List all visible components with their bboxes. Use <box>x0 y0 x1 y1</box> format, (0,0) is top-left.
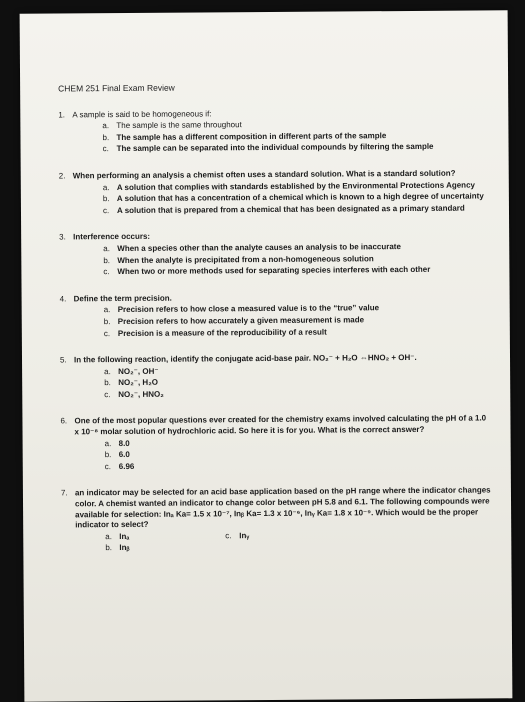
option-letter: c. <box>225 531 232 541</box>
option-letter: a. <box>102 121 110 131</box>
answer-options <box>104 364 490 400</box>
option-text: A solution that is prepared from a chemical that has been designated as a primary standard <box>116 203 465 215</box>
option-letter: b. <box>103 316 111 327</box>
option-c <box>103 203 489 216</box>
exam-paper-sheet <box>20 10 513 701</box>
option-letter: a. <box>102 182 110 192</box>
question-number: 3. <box>59 232 66 242</box>
option-text: When two or more methods used for separating species interferes with each other <box>117 264 431 277</box>
option-letter: b. <box>103 255 111 265</box>
option-letter: a. <box>103 244 110 254</box>
option-text: Inₐ <box>119 531 130 541</box>
question-number: 2. <box>58 171 66 181</box>
option-letter: b. <box>105 543 113 553</box>
option-letter: c. <box>104 461 112 471</box>
exam-content <box>58 80 491 570</box>
option-letter: b. <box>104 378 111 388</box>
question-text: an indicator may be selected for an acid base application based on the pH range where the indicator changes color. A chemist wanted an indicator to change color between pH 5.8 and 6.1. The following compounds were available for selection: Inₐ Ka= 1.5 x 10⁻⁷, Inᵦ Ka= 1.3 x 10⁻⁶, Inᵧ Ka= 1.8 x 10⁻⁹. Which would be the proper indicator to select? <box>74 485 491 530</box>
question-text: A sample is said to be homogeneous if: <box>72 108 212 119</box>
option-letter: b. <box>104 450 112 460</box>
question-1 <box>58 107 488 155</box>
option-text: NO₂⁻, OH⁻ <box>118 366 159 376</box>
question-6 <box>60 414 490 473</box>
option-text: Precision refers to how accurately a given measurement is made <box>117 315 365 326</box>
option-letter: c. <box>104 389 111 400</box>
question-text: When performing an analysis a chemist often uses a standard solution. What is a standard solution? <box>72 168 456 181</box>
option-text: When the analyte is precipitated from a non-homogeneous solution <box>117 253 374 265</box>
question-number: 4. <box>59 294 67 304</box>
question-number: 1. <box>58 109 66 120</box>
option-letter: b. <box>102 132 110 142</box>
option-text: The sample has a different composition in different parts of the sample <box>116 130 387 142</box>
option-letter: a. <box>103 305 111 315</box>
question-7 <box>61 486 491 555</box>
answer-options <box>102 119 488 155</box>
option-b <box>105 543 225 554</box>
option-letter: c. <box>103 267 110 277</box>
option-letter: b. <box>102 194 110 204</box>
option-text: When a species other than the analyte causes an analysis to be inaccurate <box>117 241 401 253</box>
option-text: NO₂⁻, H₂O <box>118 378 158 388</box>
option-text: NO₂⁻, HNO₂ <box>118 389 164 399</box>
option-c <box>105 459 491 472</box>
option-text: 8.0 <box>118 438 130 448</box>
question-4 <box>60 291 490 339</box>
answer-options <box>104 303 490 339</box>
answer-options <box>103 180 489 216</box>
option-letter: a. <box>104 438 112 448</box>
option-text: Precision refers to how close a measured value is to the “true” value <box>117 303 380 315</box>
option-text: Inᵧ <box>239 530 250 541</box>
question-text: Define the term precision. <box>73 293 172 304</box>
option-text: A solution that has a concentration of a chemical which is known to a high degree of uncertainty <box>116 191 484 204</box>
question-2 <box>59 168 489 216</box>
option-letter: c. <box>103 328 111 338</box>
option-text: The sample can be separated into the individual compounds by filtering the sample <box>116 142 434 154</box>
option-letter: a. <box>105 531 112 541</box>
option-c <box>104 387 490 400</box>
question-number: 7. <box>60 488 68 498</box>
question-5 <box>60 353 490 401</box>
option-c <box>103 142 489 155</box>
option-text: Precision is a measure of the reproducibility of a result <box>117 327 327 338</box>
answer-options <box>103 241 489 277</box>
document-title: CHEM 251 Final Exam Review <box>58 82 175 94</box>
question-text: One of the most popular questions ever created for the chemistry exams involved calculating the pH of a 1.0 x 10⁻⁸ molar solution of hydrochloric acid. So here it is for you. What is the correct answer? <box>74 413 487 437</box>
option-a <box>105 531 225 542</box>
answer-options <box>105 436 491 472</box>
question-text: Interference occurs: <box>73 232 151 242</box>
option-c <box>103 265 489 278</box>
option-text: A solution that complies with standards established by the Environmental Protections Agency <box>116 180 475 192</box>
question-3 <box>59 230 489 278</box>
option-letter: c. <box>102 205 110 215</box>
question-text: In the following reaction, identify the conjugate acid-base pair. NO₂⁻ + H₂O ⇔HNO₂ + OH⁻. <box>73 353 417 365</box>
option-text: Inᵦ <box>119 543 130 553</box>
question-number: 5. <box>59 355 67 365</box>
question-number: 6. <box>60 416 68 426</box>
option-letter: a. <box>104 366 111 376</box>
option-text: 6.0 <box>118 450 130 460</box>
option-letter: c. <box>102 144 109 154</box>
option-text: The sample is the same throughout <box>116 120 242 131</box>
option-c <box>104 326 490 339</box>
option-c <box>225 530 365 542</box>
option-text: 6.96 <box>118 461 135 471</box>
answer-options <box>105 528 491 554</box>
